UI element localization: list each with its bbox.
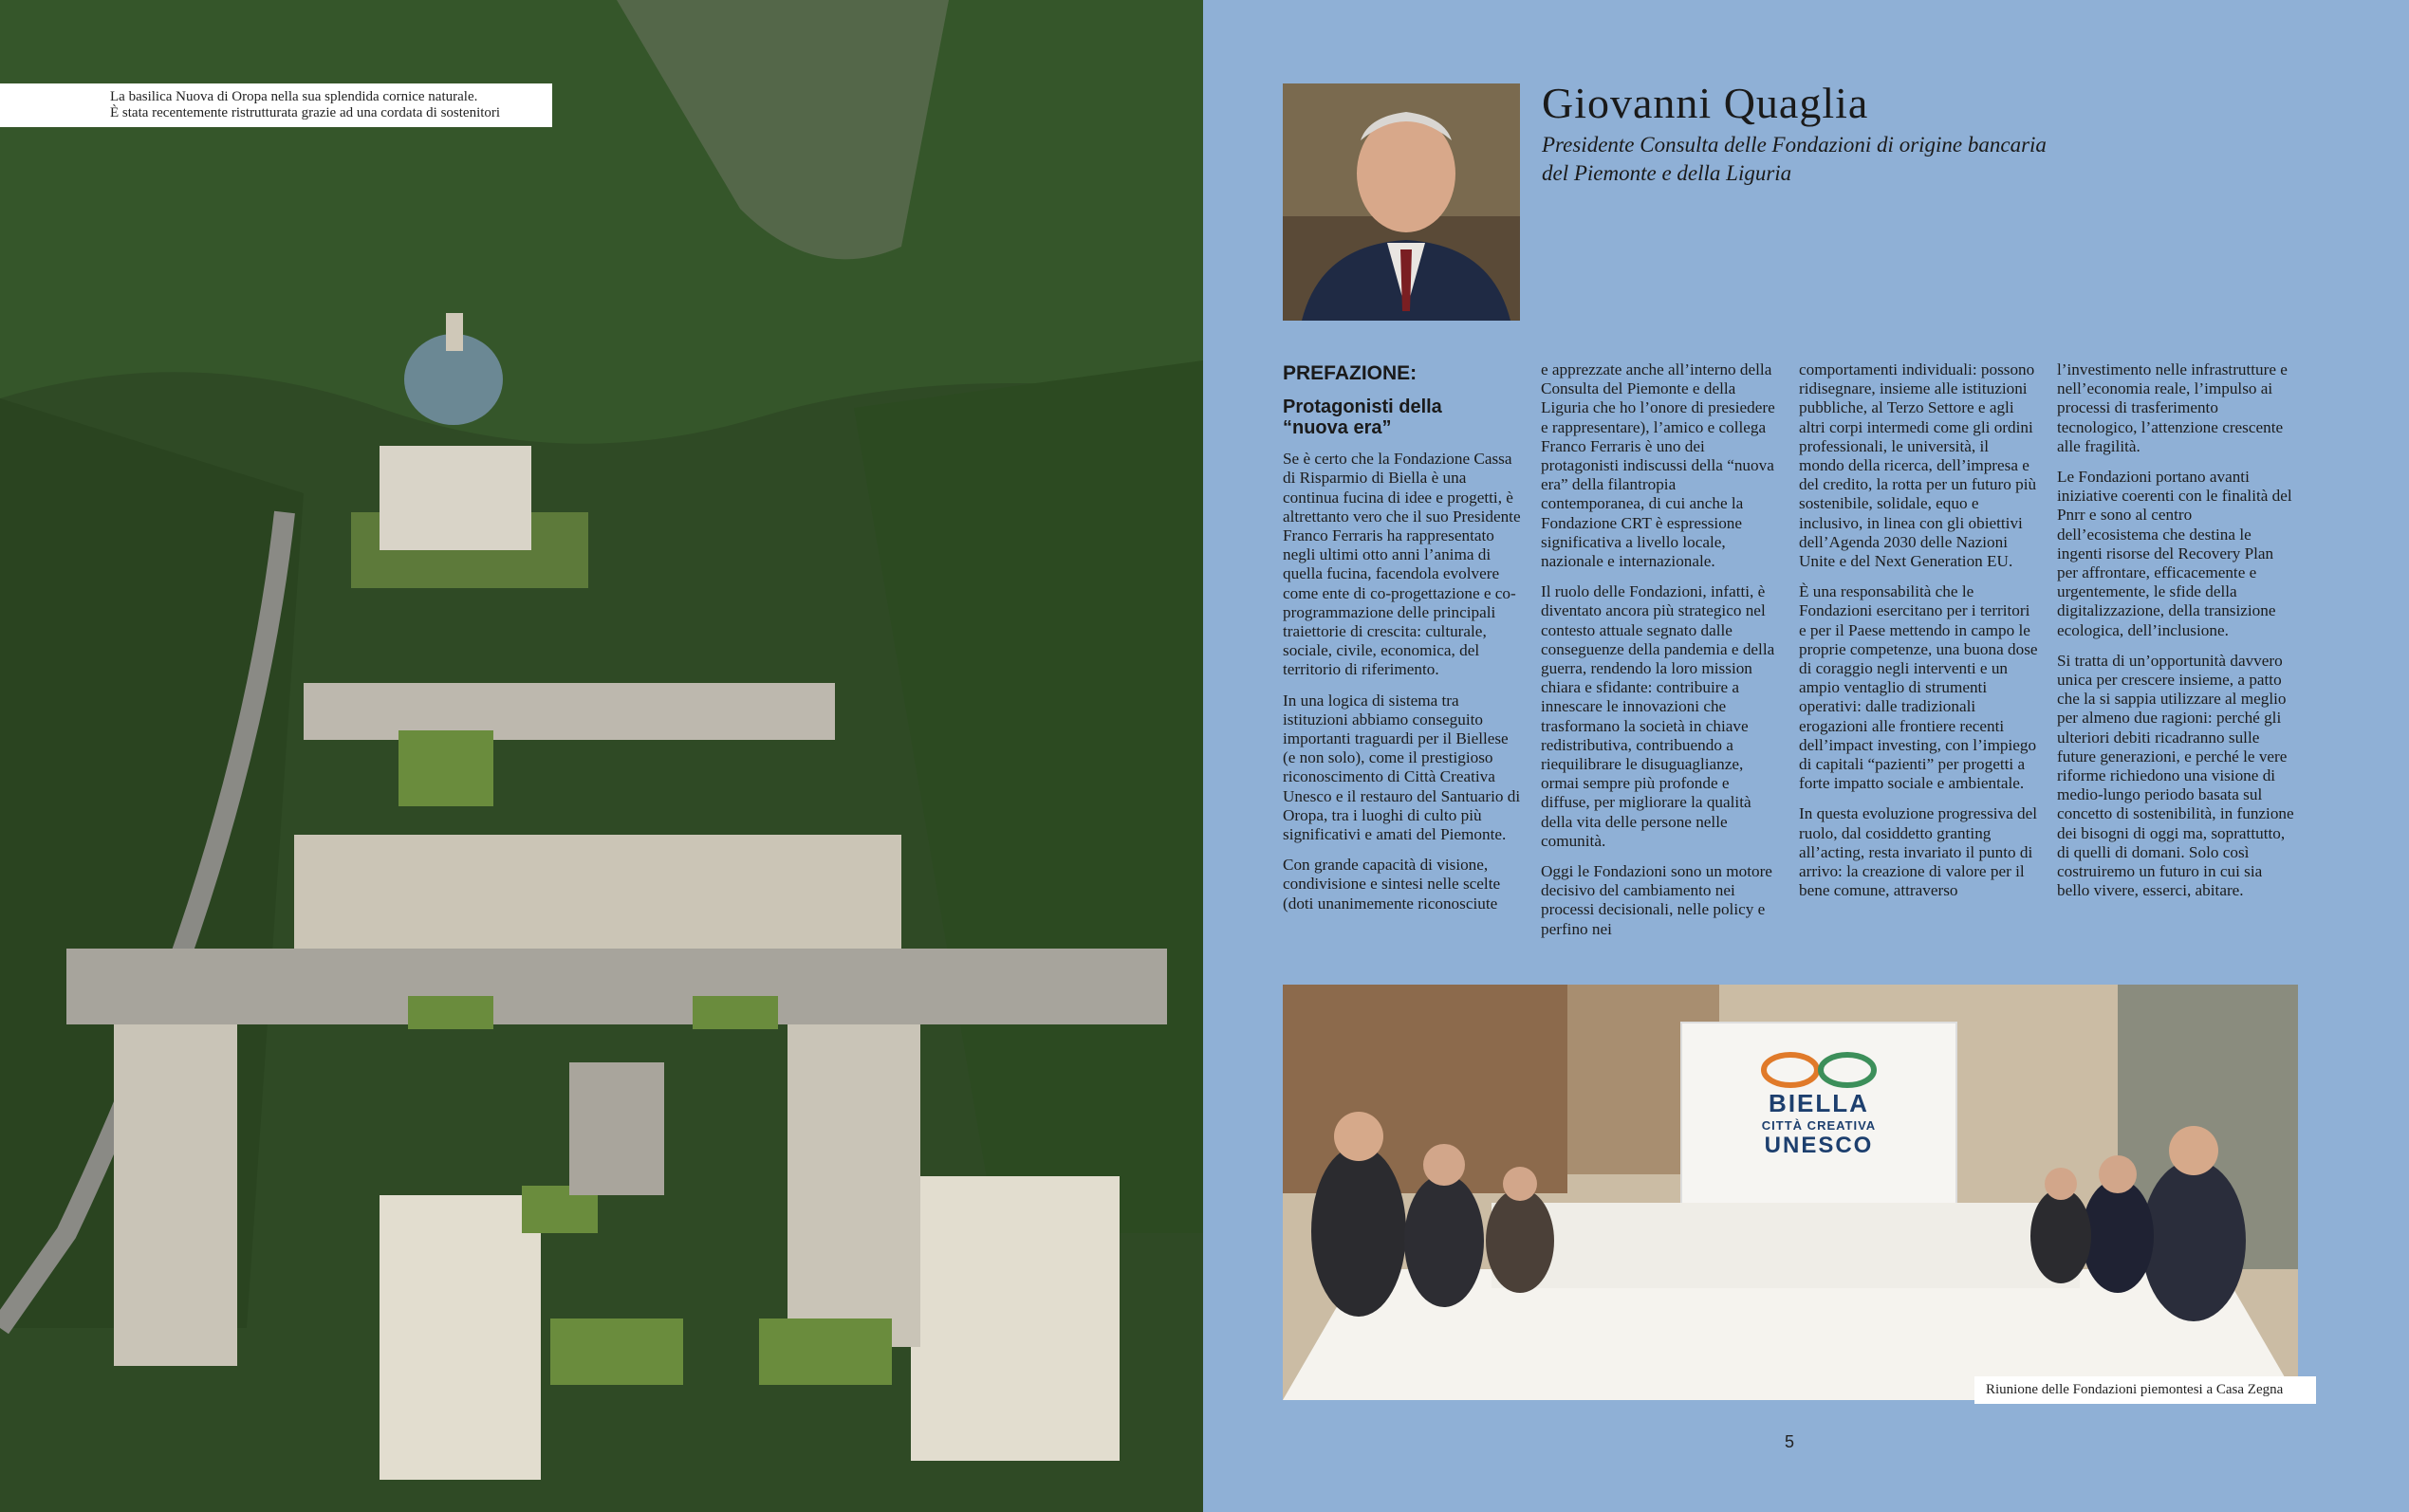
meeting-illustration <box>1283 985 2298 1400</box>
screen-line2: CITTÀ CREATIVA <box>1761 1118 1877 1133</box>
left-caption-line2: È stata recentemente ristrutturata grazie ad una cordata di sostenitori <box>110 105 501 120</box>
left-photo-caption <box>0 83 552 127</box>
paragraph: e apprezzate anche all’interno della Consulta del Piemonte e della Liguria che ho l’onore di presiedere e rappresentare), l’amico e collega Franco Ferraris è uno dei protagonisti indiscussi della “nuova era” della filantropia contemporanea, di cui anche la Fondazione CRT è espressione significativa a livello locale, nazionale e internazionale. <box>1541 360 1775 571</box>
page-number: 5 <box>1785 1432 1795 1451</box>
paragraph: È una responsabilità che le Fondazioni esercitano per i territori e per il Paese mettendo in campo le proprie competenze, una buona dose di coraggio negli interventi e un ampio ventaglio di strumenti operativi: dalle tradizionali erogazioni alle frontiere recenti dell’impact investing, con l’impiego di capitali “pazienti” per progetti a forte impatto sociale e ambientale. <box>1799 582 2038 793</box>
author-role-line2: del Piemonte e della Liguria <box>1542 161 1792 185</box>
author-role <box>1542 131 2130 188</box>
article-column-3 <box>1799 360 2038 912</box>
screen-line3: UNESCO <box>1764 1133 1874 1158</box>
paragraph: In una logica di sistema tra istituzioni abbiamo conseguito importanti traguardi per il Biellese (e non solo), come il prestigioso riconoscimento di Città Creativa Unesco e il restauro del Santuario di Oropa, tra i luoghi di culto più significativi e amati del Piemonte. <box>1283 691 1521 844</box>
author-portrait <box>1283 83 1520 321</box>
paragraph: Le Fondazioni portano avanti iniziative coerenti con le finalità del Pnrr e sono al centro dell’ecosistema che destina le ingenti risorse del Recovery Plan per affrontare, efficacemente e urgentemente, le sfide della digitalizzazione, della transizione ecologica, dell’inclusione. <box>2057 468 2292 639</box>
oropa-illustration <box>0 0 1203 1512</box>
article-subheading-line2: “nuova era” <box>1283 417 1392 439</box>
oropa-aerial-photo <box>0 0 1203 1512</box>
article-subheading <box>1283 396 1522 438</box>
meeting-photo <box>1283 985 2298 1400</box>
screen-logo-text <box>1681 1089 1956 1159</box>
author-role-line1: Presidente Consulta delle Fondazioni di origine bancaria <box>1542 133 2047 157</box>
article-column-1 <box>1283 360 1522 925</box>
paragraph: Con grande capacità di visione, condivisione e sintesi nelle scelte (doti unanimemente riconosciute <box>1283 856 1501 913</box>
portrait-illustration <box>1283 83 1520 321</box>
paragraph: Si tratta di un’opportunità davvero unica per crescere insieme, a patto che la si sappia utilizzare al meglio per almeno due ragioni: perché gli ulteriori debiti ricadranno sulle future generazioni, e perché le vere riforme richiedono una visione di medio-lungo periodo basata sul concetto di sostenibilità, in funzione dei bisogni di oggi ma, soprattutto, di quelli di domani. Solo così costruiremo un futuro in cui sia bello vivere, esserci, abitare. <box>2057 651 2294 900</box>
author-name: Giovanni Quaglia <box>1542 79 1869 127</box>
paragraph: Oggi le Fondazioni sono un motore decisivo del cambiamento nei processi decisionali, nelle policy e perfino nei <box>1541 862 1772 938</box>
meeting-photo-caption: Riunione delle Fondazioni piemontesi a Casa Zegna <box>1974 1376 2316 1404</box>
left-caption-line1: La basilica Nuova di Oropa nella sua splendida cornice naturale. <box>110 89 478 104</box>
paragraph: l’investimento nelle infrastrutture e nell’economia reale, l’impulso ai processi di trasferimento tecnologico, l’attenzione crescente alle fragilità. <box>2057 360 2288 455</box>
paragraph: comportamenti individuali: possono ridisegnare, insieme alle istituzioni pubbliche, al Terzo Settore e agli altri corpi intermedi come gli ordini professionali, le università, il mondo della ricerca, dell’impresa e del credito, la rotta per un futuro più sostenibile, solidale, equo e inclusivo, in linea con gli obiettivi dell’Agenda 2030 delle Nazioni Unite e del Next Generation EU. <box>1799 360 2037 571</box>
screen-line1: BIELLA <box>1769 1089 1869 1117</box>
article-column-4 <box>2057 360 2296 912</box>
article-column-2 <box>1541 360 1780 950</box>
article-heading: PREFAZIONE: <box>1283 362 1418 384</box>
paragraph: In questa evoluzione progressiva del ruolo, dal cosiddetto granting all’acting, resta invariato il punto di arrivo: la creazione di valore per il bene comune, attraverso <box>1799 804 2038 900</box>
paragraph: Se è certo che la Fondazione Cassa di Risparmio di Biella è una continua fucina di idee e progetti, è altrettanto vero che il suo Presidente Franco Ferraris ha rappresentato negli ultimi otto anni l’anima di quella fucina, facendola evolvere come ente di co-progettazione e co-programmazione delle principali traiettorie di crescita: culturale, sociale, civile, economica, del territorio di riferimento. <box>1283 450 1521 679</box>
article-subheading-line1: Protagonisti della <box>1283 396 1442 418</box>
paragraph: Il ruolo delle Fondazioni, infatti, è diventato ancora più strategico nel contesto attuale segnato dalle conseguenze della pandemia e della guerra, rendendo la loro mission chiara e sfidante: contribuire a innescare le innovazioni che trasformano la società in chiave redistributiva, contribuendo a riequilibrare le disuguaglianze, ormai sempre più profonde e diffuse, per migliorare la qualità della vita delle persone nelle comunità. <box>1541 582 1775 850</box>
